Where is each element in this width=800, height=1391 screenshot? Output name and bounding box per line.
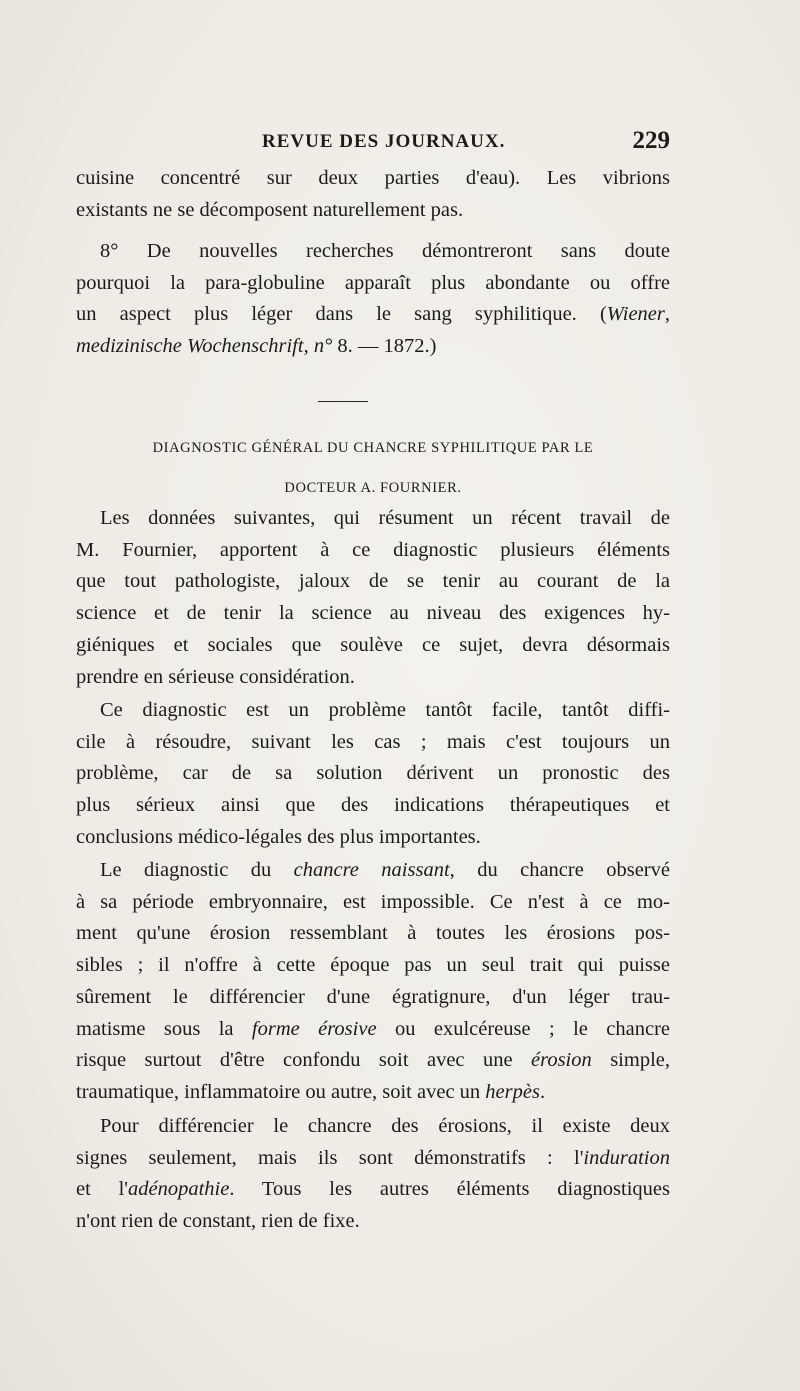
text-line: que tout pathologiste, jaloux de se tenir au courant de la: [76, 570, 670, 593]
text-line: giéniques et sociales que soulève ce sujet, devra désormais: [76, 633, 670, 656]
emphasis: forme érosive: [251, 1017, 377, 1040]
text-segment: .: [539, 1080, 546, 1103]
text-segment: traumatique, inflammatoire ou autre, soit avec un: [76, 1080, 486, 1103]
text-line: à sa période embryonnaire, est impossible. Ce n'est à ce mo-: [76, 890, 670, 913]
page-header: [76, 127, 670, 157]
section-title-line-2: DOCTEUR A. FOURNIER.: [284, 480, 462, 496]
text-segment: risque surtout d'être confondu soit avec une: [76, 1049, 532, 1072]
text-line: existants ne se décomposent naturellement pas.: [76, 198, 464, 221]
text-line: conclusions médico-légales des plus importantes.: [76, 825, 481, 848]
emphasis: induration: [583, 1146, 670, 1169]
paragraph-differencier: [76, 1111, 670, 1238]
paragraph-chancre-naissant: [76, 855, 670, 1109]
text-line: [76, 1014, 670, 1046]
text-line: n'ont rien de constant, rien de fixe.: [76, 1210, 360, 1233]
text-line: M. Fournier, apportent à ce diagnostic plusieurs éléments: [76, 538, 670, 561]
text-line: Pour différencier le chancre des érosions, il existe deux: [100, 1115, 670, 1137]
text-line: [76, 331, 670, 363]
text-line: ment qu'une érosion ressemblant à toutes les érosions pos-: [76, 922, 670, 945]
paragraph-point-8: [76, 236, 670, 363]
text-line: [76, 1077, 670, 1109]
citation-number-label: n°: [313, 335, 333, 358]
text-segment: ,: [664, 303, 670, 326]
text-line: [76, 855, 670, 887]
emphasis: herpès: [485, 1080, 540, 1103]
text-segment: 8. — 1872.): [332, 335, 437, 358]
citation-author: Wiener: [606, 303, 665, 326]
paragraph-problem: [76, 695, 670, 854]
section-divider: [318, 401, 368, 402]
section-title-line-1: DIAGNOSTIC GÉNÉRAL DU CHANCRE SYPHILITIQUE PAR LE: [152, 440, 594, 456]
running-head: REVUE DES JOURNAUX.: [262, 131, 506, 152]
paragraph-intro: [76, 503, 670, 693]
text-line: plus sérieux ainsi que des indications thérapeutiques et: [76, 794, 670, 817]
emphasis: adénopathie: [128, 1178, 230, 1201]
text-line: Ce diagnostic est un problème tantôt facile, tantôt diffi-: [100, 699, 670, 721]
text-line: prendre en sérieuse considération.: [76, 665, 355, 688]
text-segment: . Tous les autres éléments diagnostiques: [229, 1178, 670, 1201]
text-line: [76, 1143, 670, 1175]
text-line: pourquoi la para-globuline apparaît plus abondante ou offre: [76, 271, 670, 294]
text-line: Les données suivantes, qui résument un récent travail de: [100, 507, 670, 529]
text-segment: et l': [76, 1178, 128, 1201]
text-segment: un aspect plus léger dans le sang syphilitique. (: [76, 303, 607, 326]
text-segment: simple,: [591, 1049, 670, 1072]
text-line: sûrement le différencier d'une égratignure, d'un léger trau-: [76, 985, 670, 1008]
paragraph-vibrions: [76, 163, 670, 226]
emphasis: érosion: [531, 1049, 592, 1072]
text-line: science et de tenir la science au niveau des exigences hy-: [76, 602, 670, 625]
text-line: sibles ; il n'offre à cette époque pas un seul trait qui puisse: [76, 954, 670, 977]
text-segment: matisme sous la: [76, 1017, 252, 1040]
text-line: 8° De nouvelles recherches démontreront sans doute: [100, 240, 670, 262]
text-segment: , du chancre observé: [449, 859, 670, 881]
text-line: cuisine concentré sur deux parties d'eau). Les vibrions: [76, 167, 670, 189]
text-segment: Le diagnostic du: [100, 859, 294, 881]
text-line: [76, 299, 670, 331]
emphasis: chancre naissant: [293, 859, 450, 881]
citation-journal: medizinische Wochenschrift: [76, 335, 304, 358]
text-line: cile à résoudre, suivant les cas ; mais c'est toujours un: [76, 730, 670, 753]
text-segment: signes seulement, mais ils sont démonstratifs : l': [76, 1146, 584, 1169]
page-number: 229: [632, 127, 670, 154]
text-line: [76, 1174, 670, 1206]
text-line: [76, 1045, 670, 1077]
text-line: problème, car de sa solution dérivent un pronostic des: [76, 762, 670, 785]
text-segment: ,: [303, 335, 314, 358]
text-segment: ou exulcéreuse ; le chancre: [376, 1017, 670, 1040]
